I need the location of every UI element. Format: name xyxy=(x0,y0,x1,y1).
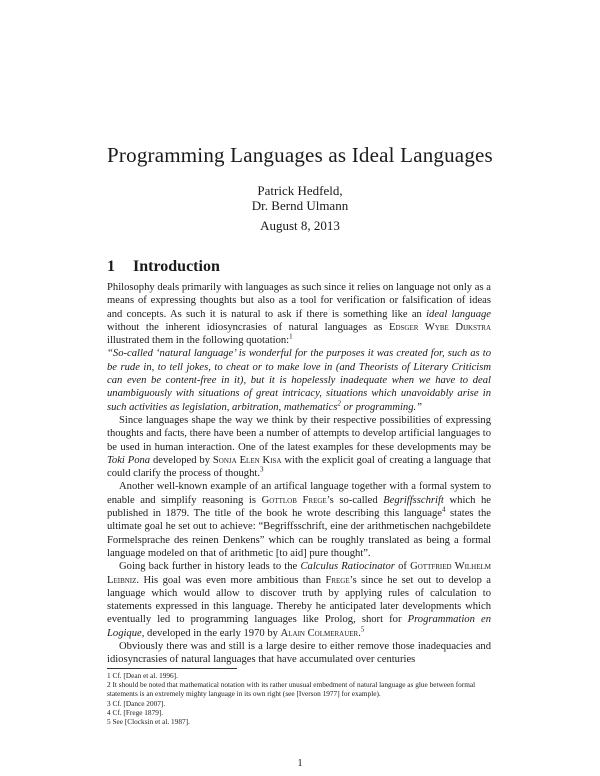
section-heading xyxy=(107,258,220,276)
emphasis: ideal language xyxy=(426,308,491,320)
text-run: of xyxy=(394,561,411,573)
text-run: ’s since he set out to develop a language which would allow to discover truth by applying rules of calculation to statements expressed in this language. Thereby he anticipated later developments which eventually led to programming languages like Prolog, short for xyxy=(107,574,491,626)
text-run: . xyxy=(358,627,361,639)
paragraph-1 xyxy=(107,281,491,347)
text-run: without the inherent idiosyncrasies of natural languages as xyxy=(107,321,389,333)
emphasis: Toki Pona xyxy=(107,454,151,466)
text-run: Going back further in history leads to the xyxy=(119,561,301,573)
person-name: Sonja Elen Kisa xyxy=(212,454,282,466)
text-run: illustrated them in the following quotation: xyxy=(107,335,290,347)
text-run: developed by xyxy=(150,454,213,466)
footnote-ref: 4 xyxy=(441,505,446,514)
section-title: Introduction xyxy=(133,258,220,275)
footnotes xyxy=(107,668,491,726)
footnote-ref: 3 xyxy=(259,465,264,474)
paragraph-4 xyxy=(107,560,491,640)
text-run: Another well-known example of an artifical language together with a formal system to enable and simplify reasoning is xyxy=(107,481,491,506)
text-run: “So-called ‘natural language’ is wonderful for the purposes it was created for, such as to be rude in, to tell jokes, to cheat or to make love in (and Theorists of Literary Criticism can even be content-free in it), but it is hopelessly inadequate when we have to deal unambiguously with situations of great intricacy, situations which unavoidably arise in such activities as legislation, arbitration, mathematics xyxy=(107,348,491,413)
person-name: Alain Colmerauer xyxy=(280,627,359,639)
person-name: Frege xyxy=(325,574,350,586)
quotation xyxy=(107,347,491,413)
person-name: Gottlob Frege xyxy=(261,494,327,506)
body-text xyxy=(107,281,491,667)
emphasis: Programmation en Logique xyxy=(107,614,491,639)
paragraph-2 xyxy=(107,414,491,480)
author-2: Dr. Bernd Ulmann xyxy=(251,198,349,213)
author-1: Patrick Hedfeld, xyxy=(257,183,343,198)
footnote-2: 2 It should be noted that mathematical notation with its rather unusual embedment of natural language as glue between formal statements is an extremely mighty language in its own right (see [Iverson 1977] for example). xyxy=(107,680,476,699)
footnote-ref: 5 xyxy=(360,625,365,634)
text-run: Philosophy deals primarily with languages as such since it relies on language not only as a means of expressing thoughts but also as a tool for verification or falsification of ideas and concepts. As such it is natural to ask if there is something like an xyxy=(107,282,491,320)
text-run: , developed in the early 1970 by xyxy=(141,627,281,639)
person-name: Edsger Wybe Dijkstra xyxy=(388,321,491,333)
text-run: or programming.” xyxy=(340,401,423,413)
section-number: 1 xyxy=(107,258,115,275)
text-run: with the explicit goal of creating a language that could clarify the process of thought. xyxy=(107,454,491,480)
text-run: ’s so-called xyxy=(326,494,384,506)
footnote-4: 4 Cf. [Frege 1879]. xyxy=(107,707,164,717)
page-number: 1 xyxy=(297,758,303,769)
footnote-3: 3 Cf. [Dance 2007]. xyxy=(107,698,166,708)
footnote-rule xyxy=(107,668,237,669)
paragraph-5: Obviously there was and still is a large desire to either remove those inadequacies and idiosyncrasies of natural languages that have accumulated over centuries xyxy=(107,641,491,666)
person-name: Gottfried Wilhelm Leibniz xyxy=(107,561,492,586)
footnote-ref: 1 xyxy=(289,332,293,341)
paper-date: August 8, 2013 xyxy=(260,218,340,233)
text-run: states the ultimate goal he set out to achieve: “Begriffsschrift, eine der arithmetischen nachgebildete Formelsprache des reinen Denkens” which can be roughly translated as being a formal language modeled on that of arithmetic [to aid] pure thought”. xyxy=(107,508,491,559)
emphasis: Begriffsschrift xyxy=(383,494,444,506)
paper-title: Programming Languages as Ideal Languages xyxy=(107,143,493,167)
text-run: Since languages shape the way we think by their respective possibilities of expressing thoughts and facts, there have been a number of attempts to develop artificial languages to be used in human interaction. One of the latest examples for these developments may be xyxy=(107,414,491,453)
footnote-ref: 2 xyxy=(337,399,341,408)
footnote-5: 5 See [Clocksin et al. 1987]. xyxy=(107,717,190,727)
text-run: which he published in 1879. The title of the book he wrote describing this language xyxy=(107,494,492,520)
text-run: . His goal was even more ambitious than xyxy=(136,574,326,586)
footnote-1: 1 Cf. [Dean et al. 1996]. xyxy=(107,671,178,680)
emphasis: Calculus Ratiocinator xyxy=(300,561,395,573)
paragraph-3 xyxy=(107,480,491,560)
